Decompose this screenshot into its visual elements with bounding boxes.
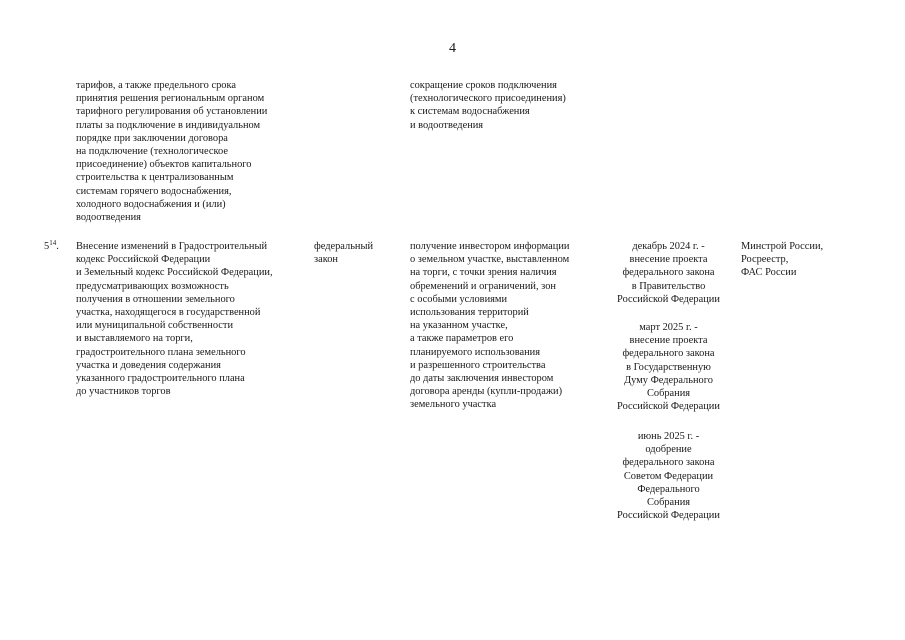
document-type: федеральный закон <box>314 241 374 266</box>
row-number <box>44 240 59 253</box>
row-number-sup: 14 <box>49 239 57 247</box>
continued-measure-text: тарифов, а также предельного срока принятия решения региональным органом тарифного регулирования об установлении платы за подключение в индивидуальном порядке при заключении договора на подключение (технологическое присоединение) объектов капитального строительства к централизованным системам горячего водоснабжения, холодного водоснабжения и (или) водоотведения <box>76 80 268 224</box>
deadline-2: март 2025 г. - внесение проекта федерального закона в Государственную Думу Федерального Собрания Российской Федерации <box>617 322 720 413</box>
page-number: 4 <box>449 41 456 56</box>
row-number-dot: . <box>56 241 59 252</box>
responsible-agencies: Минстрой России, Росреестр, ФАС России <box>741 241 824 279</box>
deadline-1: декабрь 2024 г. - внесение проекта федерального закона в Правительство Российской Федерации <box>617 241 720 305</box>
deadline-3: июнь 2025 г. - одобрение федерального закона Советом Федерации Федерального Собрания Российской Федерации <box>617 431 720 522</box>
row-number-main: 5 <box>44 241 50 252</box>
result-text: получение инвестором информации о земельном участке, выставленном на торги, с точки зрения наличия обременений и ограничений, зон с особыми условиями использования территорий на указанном участке, а также параметров его планируемого использования и разрешенного строительства до даты заключения инвестором договора аренды (купли-продажи) земельного участка <box>410 241 570 411</box>
continued-result-text: сокращение сроков подключения (технологического присоединения) к системам водоснабжения и водоотведения <box>410 80 566 131</box>
measure-text: Внесение изменений в Градостроительный кодекс Российской Федерации и Земельный кодекс Российской Федерации, предусматривающих возможность получения в отношении земельного участка, находящегося в государственной или муниципальной собственности и выставляемого на торги, градостроительного плана земельного участка и доведения содержания указанного градостроительного плана до участников торгов <box>76 241 273 398</box>
